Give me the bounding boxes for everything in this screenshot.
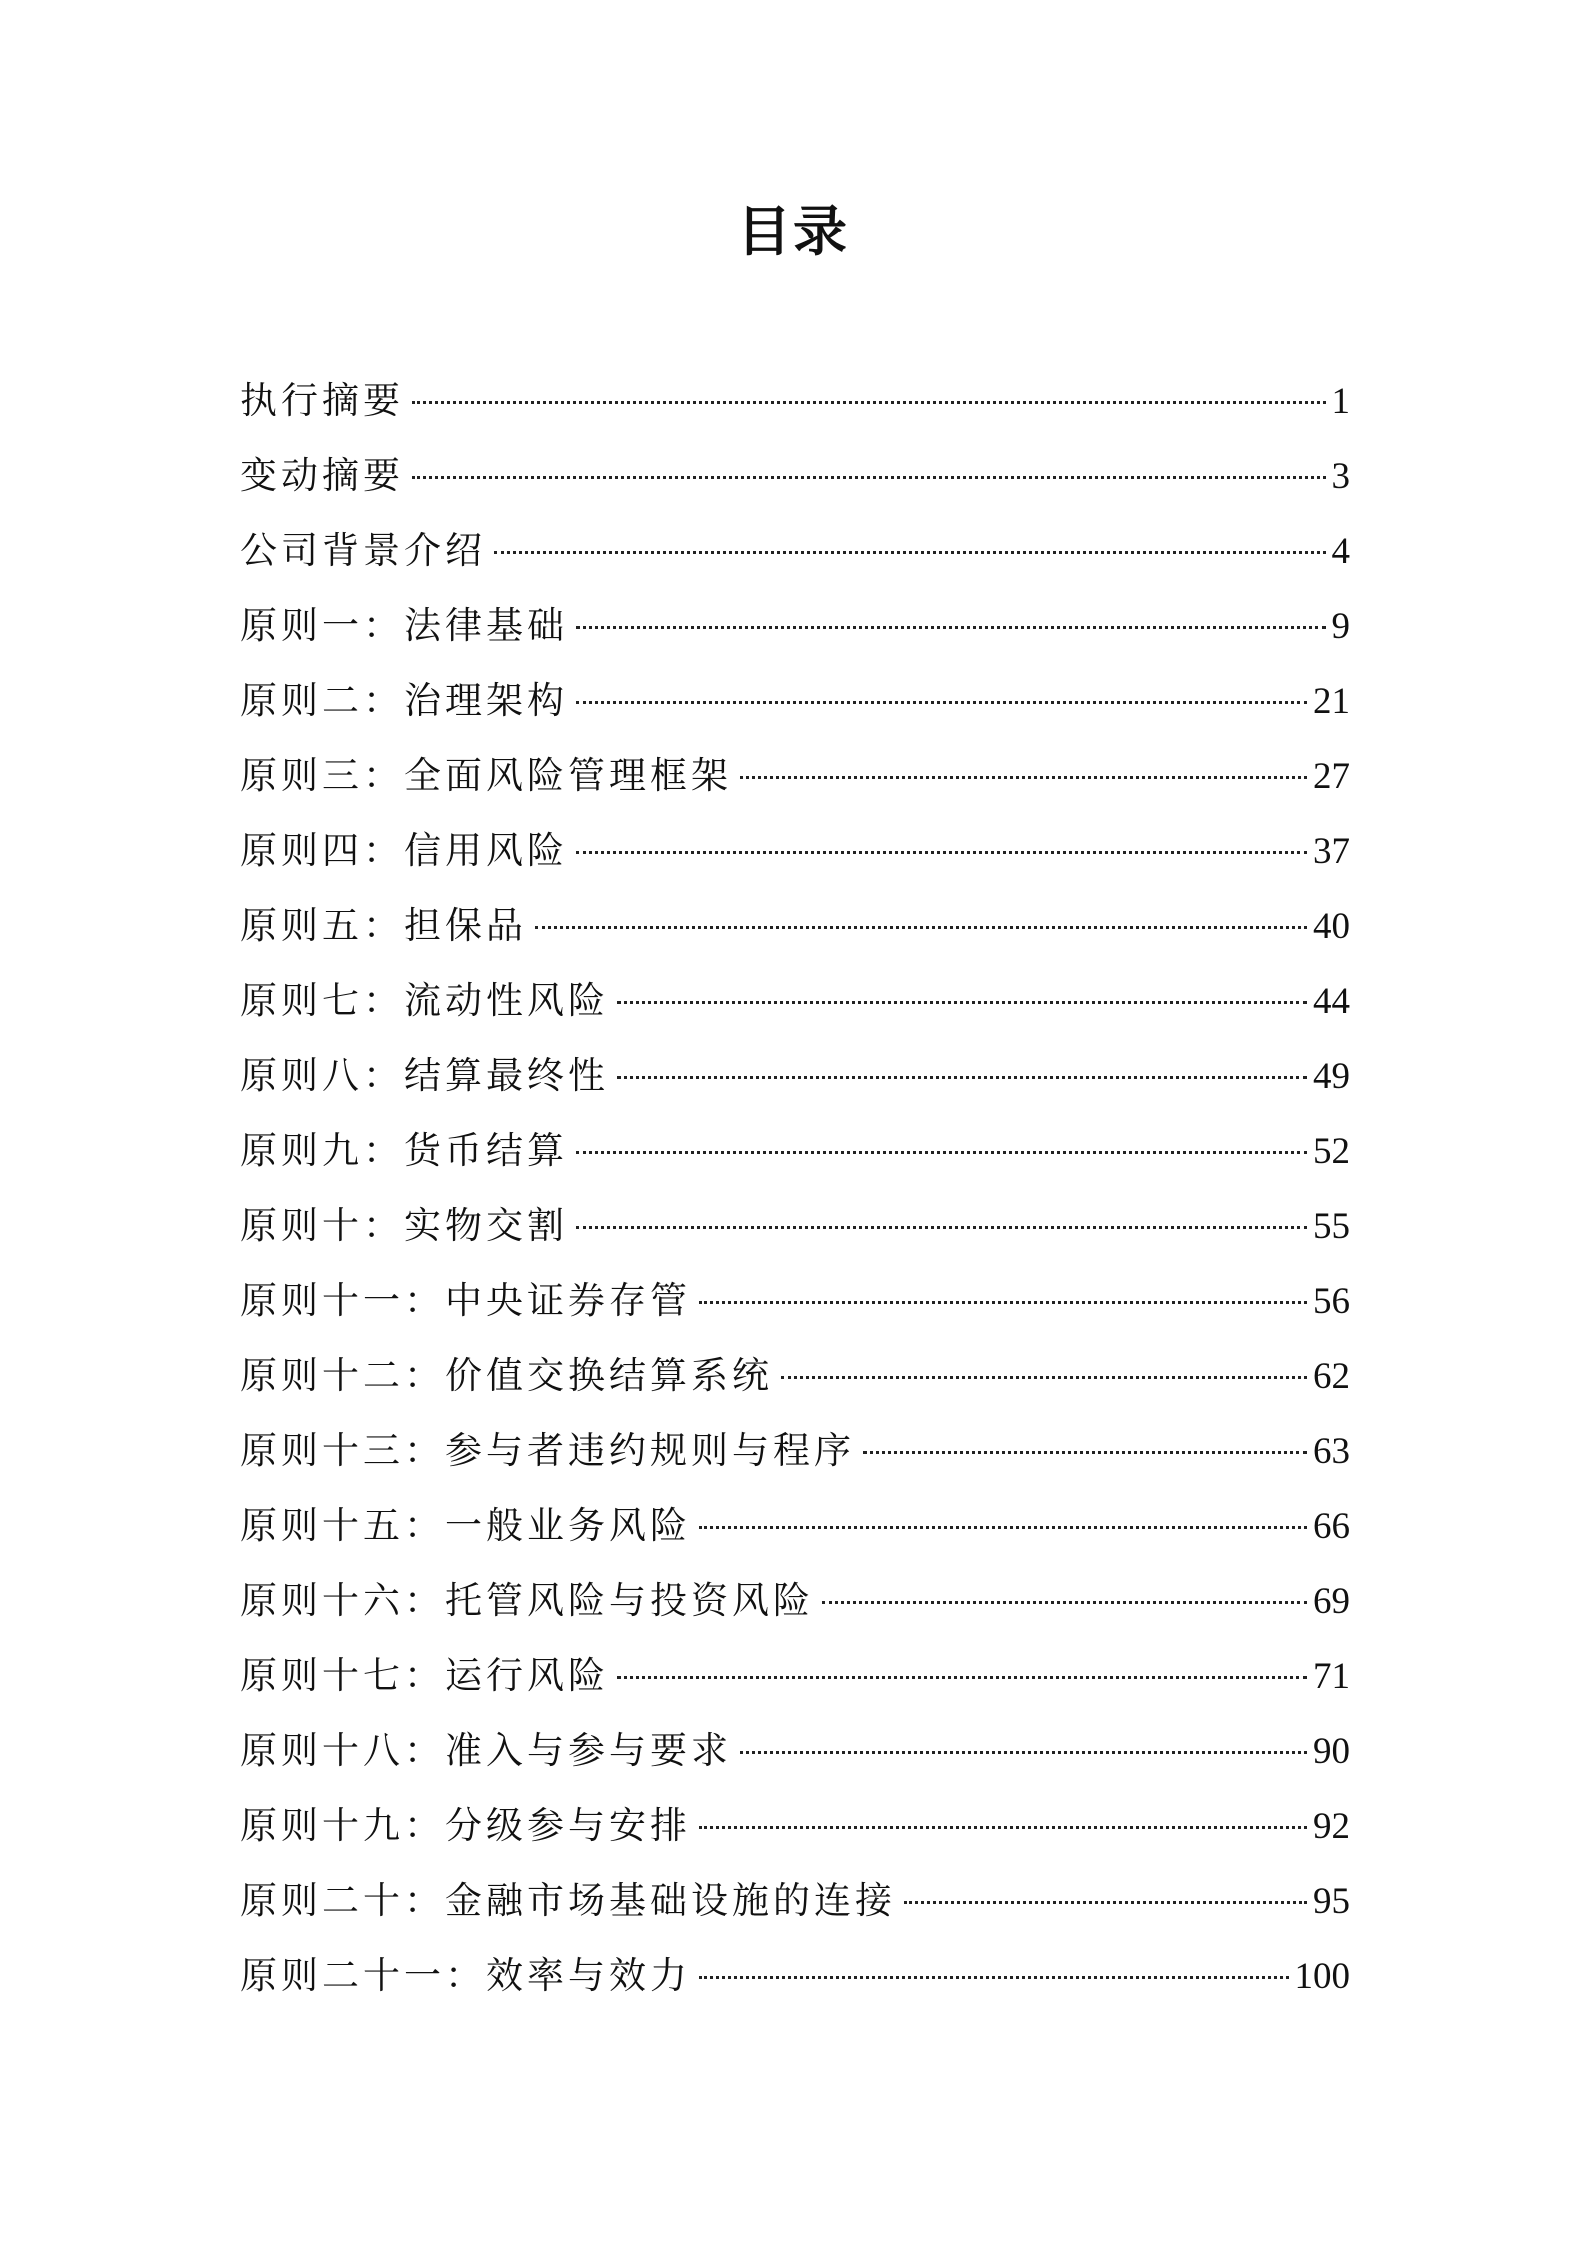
toc-dot-leader — [576, 851, 1307, 854]
toc-entry[interactable] — [240, 1113, 1350, 1188]
toc-dot-leader — [576, 701, 1307, 704]
toc-page-number: 4 — [1331, 531, 1350, 572]
toc-entry[interactable] — [240, 813, 1350, 888]
toc-page-number: 55 — [1313, 1206, 1350, 1247]
toc-page-number: 52 — [1313, 1131, 1350, 1172]
toc-entry[interactable] — [240, 363, 1350, 438]
toc-dot-leader — [740, 1751, 1307, 1754]
toc-page-number: 95 — [1313, 1881, 1350, 1922]
toc-entry-label: 原则十：实物交割 — [240, 1204, 568, 1247]
toc-dot-leader — [576, 1226, 1307, 1229]
toc-dot-leader — [822, 1601, 1307, 1604]
toc-entry[interactable] — [240, 1863, 1350, 1938]
toc-entry-label: 原则二：治理架构 — [240, 679, 568, 722]
toc-entry[interactable] — [240, 1563, 1350, 1638]
toc-dot-leader — [576, 626, 1326, 629]
toc-entry[interactable] — [240, 1788, 1350, 1863]
toc-dot-leader — [535, 926, 1307, 929]
toc-entry-label: 原则十九：分级参与安排 — [240, 1804, 691, 1847]
toc-entry-label: 执行摘要 — [240, 379, 404, 422]
toc-entry[interactable] — [240, 663, 1350, 738]
toc-page-number: 9 — [1331, 606, 1350, 647]
toc-entry-label: 原则一：法律基础 — [240, 604, 568, 647]
toc-entry[interactable] — [240, 1488, 1350, 1563]
toc-entry[interactable] — [240, 1413, 1350, 1488]
toc-dot-leader — [699, 1826, 1307, 1829]
toc-dot-leader — [617, 1001, 1307, 1004]
toc-dot-leader — [699, 1526, 1307, 1529]
toc-entry-label: 原则九：货币结算 — [240, 1129, 568, 1172]
toc-entry[interactable] — [240, 1638, 1350, 1713]
toc-entry[interactable] — [240, 588, 1350, 663]
toc-page-number: 56 — [1313, 1281, 1350, 1322]
toc-entry[interactable] — [240, 1188, 1350, 1263]
toc-entry-label: 原则二十一：效率与效力 — [240, 1954, 691, 1997]
toc-entry[interactable] — [240, 1338, 1350, 1413]
toc-entry-label: 原则十三：参与者违约规则与程序 — [240, 1429, 855, 1472]
toc-page-number: 63 — [1313, 1431, 1350, 1472]
toc-dot-leader — [494, 551, 1326, 554]
toc-page-number: 100 — [1294, 1956, 1350, 1997]
toc-page-number: 90 — [1313, 1731, 1350, 1772]
toc-entry-label: 变动摘要 — [240, 454, 404, 497]
toc-entry[interactable] — [240, 1038, 1350, 1113]
toc-page-number: 66 — [1313, 1506, 1350, 1547]
toc-entry[interactable] — [240, 513, 1350, 588]
toc-dot-leader — [699, 1976, 1289, 1979]
toc-entry[interactable] — [240, 888, 1350, 963]
toc-dot-leader — [904, 1901, 1307, 1904]
toc-page-number: 69 — [1313, 1581, 1350, 1622]
toc-dot-leader — [781, 1376, 1307, 1379]
toc-entry-label: 原则七：流动性风险 — [240, 979, 609, 1022]
toc-entry-label: 原则五：担保品 — [240, 904, 527, 947]
toc-page-number: 44 — [1313, 981, 1350, 1022]
toc-page-number: 1 — [1331, 381, 1350, 422]
toc-entry-label: 公司背景介绍 — [240, 529, 486, 572]
toc-entry-label: 原则三：全面风险管理框架 — [240, 754, 732, 797]
toc-page-number: 62 — [1313, 1356, 1350, 1397]
toc-entry-label: 原则十六：托管风险与投资风险 — [240, 1579, 814, 1622]
toc-dot-leader — [740, 776, 1307, 779]
toc-page-number: 37 — [1313, 831, 1350, 872]
toc-page-number: 40 — [1313, 906, 1350, 947]
toc-page-number: 21 — [1313, 681, 1350, 722]
toc-entry-label: 原则十八：准入与参与要求 — [240, 1729, 732, 1772]
toc-page-number: 92 — [1313, 1806, 1350, 1847]
toc-entry[interactable] — [240, 1713, 1350, 1788]
toc-entry[interactable] — [240, 1263, 1350, 1338]
table-of-contents — [240, 363, 1350, 2013]
toc-dot-leader — [576, 1151, 1307, 1154]
toc-entry-label: 原则十七：运行风险 — [240, 1654, 609, 1697]
toc-page-number: 49 — [1313, 1056, 1350, 1097]
toc-dot-leader — [412, 401, 1326, 404]
toc-page-number: 71 — [1313, 1656, 1350, 1697]
toc-dot-leader — [617, 1076, 1307, 1079]
toc-entry[interactable] — [240, 738, 1350, 813]
page-title: 目录 — [737, 199, 849, 263]
toc-dot-leader — [412, 476, 1326, 479]
toc-entry-label: 原则八：结算最终性 — [240, 1054, 609, 1097]
toc-entry-label: 原则四：信用风险 — [240, 829, 568, 872]
toc-entry[interactable] — [240, 963, 1350, 1038]
toc-entry-label: 原则十五：一般业务风险 — [240, 1504, 691, 1547]
toc-dot-leader — [699, 1301, 1307, 1304]
toc-entry[interactable] — [240, 438, 1350, 513]
toc-entry-label: 原则十一：中央证券存管 — [240, 1279, 691, 1322]
toc-entry-label: 原则十二：价值交换结算系统 — [240, 1354, 773, 1397]
toc-page-number: 27 — [1313, 756, 1350, 797]
toc-dot-leader — [617, 1676, 1307, 1679]
toc-entry[interactable] — [240, 1938, 1350, 2013]
toc-page-number: 3 — [1331, 456, 1350, 497]
toc-dot-leader — [863, 1451, 1307, 1454]
toc-entry-label: 原则二十：金融市场基础设施的连接 — [240, 1879, 896, 1922]
